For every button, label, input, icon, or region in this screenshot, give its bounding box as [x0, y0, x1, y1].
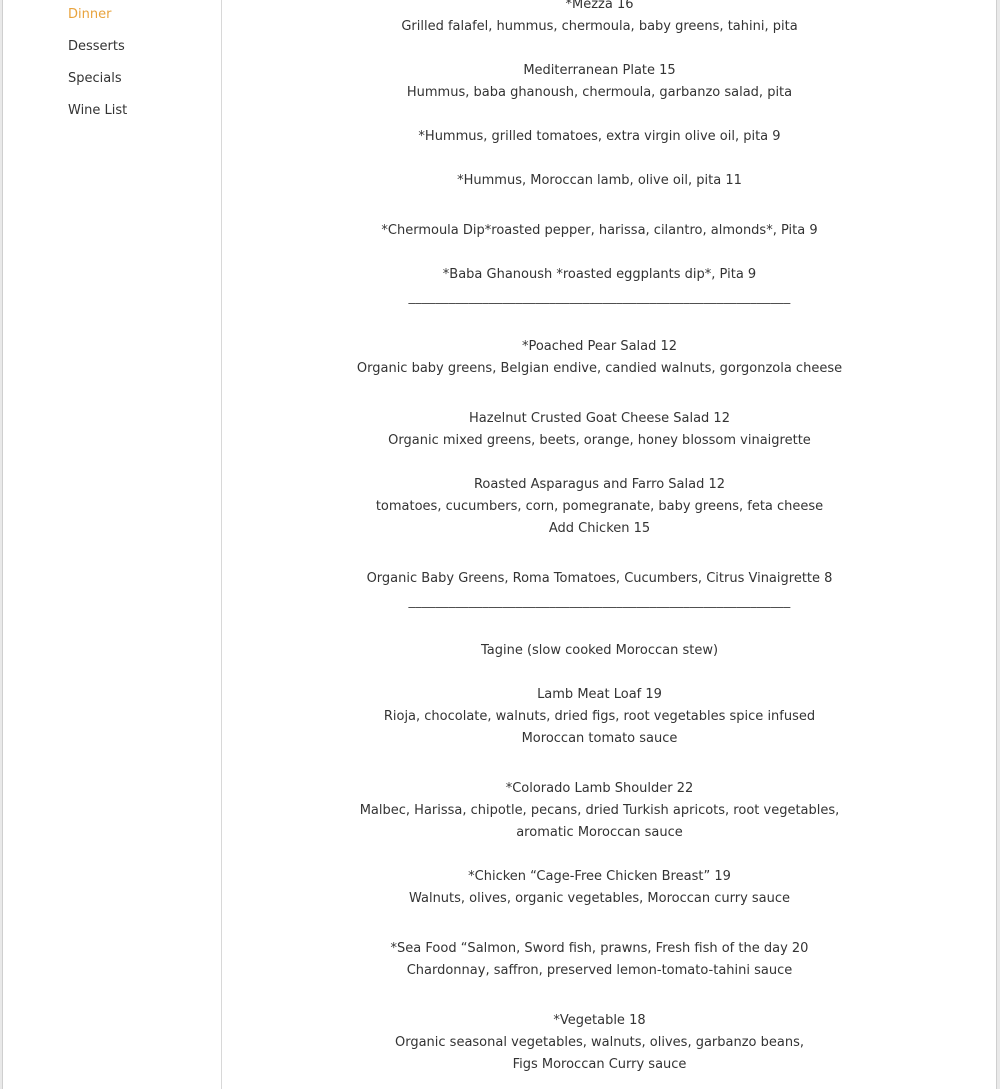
menu-item-title: *Vegetable 18 — [553, 1013, 646, 1028]
menu-item-title: *Hummus, grilled tomatoes, extra virgin olive oil, pita 9 — [418, 129, 781, 144]
menu-item-description: Organic baby greens, Belgian endive, candied walnuts, gorgonzola cheese — [356, 361, 843, 376]
section-heading: Tagine (slow cooked Moroccan stew) — [480, 643, 719, 658]
sidebar-item-desserts[interactable]: Desserts — [68, 39, 125, 54]
menu-item-title: Mediterranean Plate 15 — [523, 63, 676, 78]
menu-item-title: *Mezza 16 — [565, 0, 634, 12]
menu-item-description: Organic mixed greens, beets, orange, honey blossom vinaigrette — [388, 433, 811, 448]
section-divider: _________________________________________________________ — [408, 594, 791, 609]
menu-item-title: *Colorado Lamb Shoulder 22 — [505, 781, 694, 796]
menu-item-description: Hummus, baba ghanoush, chermoula, garbanzo salad, pita — [406, 85, 793, 100]
menu-item-title: *Chicken “Cage-Free Chicken Breast” 19 — [468, 869, 731, 884]
menu-item-title: Roasted Asparagus and Farro Salad 12 — [473, 477, 726, 492]
menu-item-description: Moroccan tomato sauce — [521, 731, 678, 746]
menu-item-description: Rioja, chocolate, walnuts, dried figs, root vegetables spice infused — [383, 709, 816, 724]
sidebar-item-wine-list[interactable]: Wine List — [68, 103, 128, 118]
menu-item-description: Figs Moroccan Curry sauce — [512, 1057, 687, 1072]
menu-item-title: *Baba Ghanoush *roasted eggplants dip*, Pita 9 — [442, 267, 757, 282]
page-frame — [2, 0, 997, 1089]
menu-item-description: tomatoes, cucumbers, corn, pomegranate, baby greens, feta cheese — [375, 499, 824, 514]
menu-item-description: aromatic Moroccan sauce — [516, 825, 683, 840]
sidebar-item-specials[interactable]: Specials — [68, 71, 122, 86]
menu-item-title: Lamb Meat Loaf 19 — [537, 687, 662, 702]
menu-item-description: Walnuts, olives, organic vegetables, Moroccan curry sauce — [408, 891, 791, 906]
menu-item-description: Malbec, Harissa, chipotle, pecans, dried Turkish apricots, root vegetables, — [359, 803, 840, 818]
menu-item-title: Organic Baby Greens, Roma Tomatoes, Cucumbers, Citrus Vinaigrette 8 — [366, 571, 833, 586]
menu-item-description: Chardonnay, saffron, preserved lemon-tomato-tahini sauce — [406, 963, 793, 978]
menu-item-title: *Chermoula Dip*roasted pepper, harissa, cilantro, almonds*, Pita 9 — [381, 223, 818, 238]
section-divider: _________________________________________________________ — [408, 290, 791, 305]
menu-item-title: *Poached Pear Salad 12 — [521, 339, 678, 354]
sidebar-item-dinner[interactable]: Dinner — [68, 7, 112, 22]
menu-content — [222, 0, 997, 1089]
menu-item-description: Grilled falafel, hummus, chermoula, baby greens, tahini, pita — [401, 19, 798, 34]
menu-item-title: Hazelnut Crusted Goat Cheese Salad 12 — [469, 411, 730, 426]
menu-item-title: *Hummus, Moroccan lamb, olive oil, pita 11 — [457, 173, 742, 188]
menu-item-title: *Sea Food “Salmon, Sword fish, prawns, Fresh fish of the day 20 — [390, 941, 809, 956]
menu-item-description: Organic seasonal vegetables, walnuts, olives, garbanzo beans, — [394, 1035, 805, 1050]
sidebar-nav — [3, 0, 222, 1089]
menu-item-addon: Add Chicken 15 — [548, 521, 651, 536]
